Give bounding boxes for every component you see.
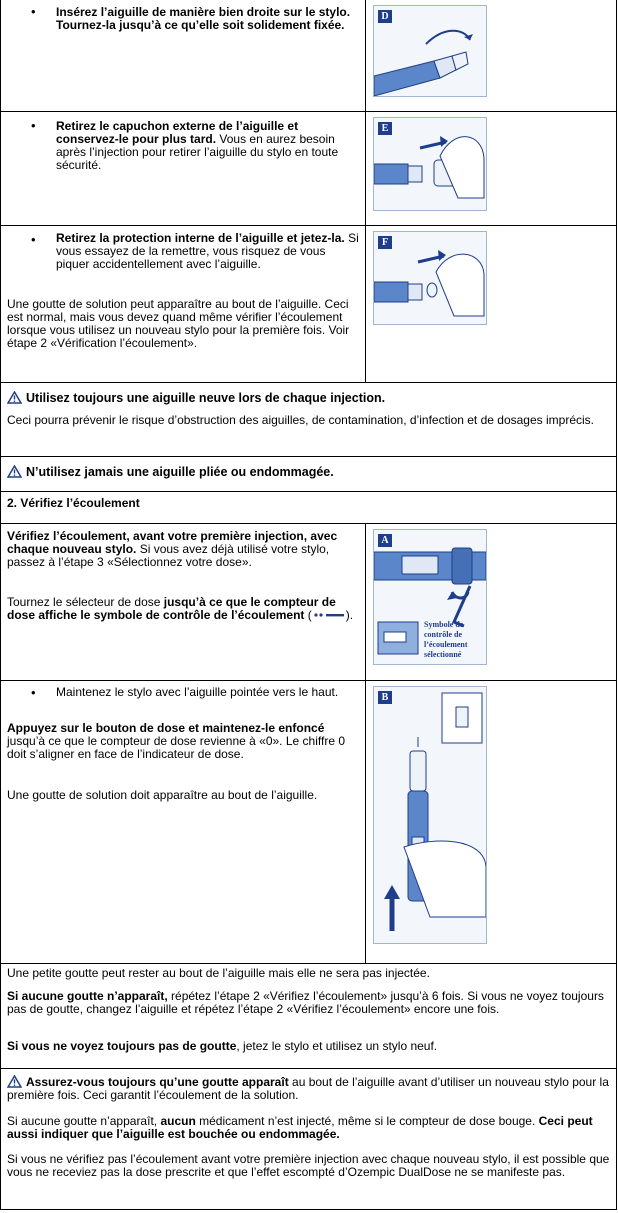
warning-drop-normal: au bout de l’aiguille avant d’utiliser un nouveau stylo pour la première fois. Ceci garantit l’écoulement de la solution. bbox=[7, 1075, 609, 1102]
notes-row bbox=[0, 964, 617, 1069]
warning-icon bbox=[7, 465, 22, 478]
step-2a-row bbox=[0, 524, 617, 681]
notes-p2-bold: Si aucune goutte n’apparaît, bbox=[7, 989, 168, 1003]
step-d-row bbox=[0, 0, 617, 112]
notes-p1: Une petite goutte peut rester au bout de l’aiguille mais elle ne sera pas injectée. bbox=[7, 966, 430, 980]
warning-drop-row bbox=[0, 1069, 617, 1210]
step-2b-figure-cell bbox=[365, 681, 616, 963]
bullet: • bbox=[31, 4, 36, 19]
warning-drop-p2-b: médicament n’est injecté, même si le compteur de dose bouge. bbox=[195, 1114, 539, 1128]
step-e-instruction bbox=[56, 120, 361, 172]
figure-label: B bbox=[378, 691, 392, 704]
step-2b-bullet-text: Maintenez le stylo avec l’aiguille pointée vers le haut. bbox=[56, 685, 339, 699]
step-2a-p2-a: Tournez le sélecteur de dose bbox=[7, 595, 164, 609]
notes-p3-normal: , jetez le stylo et utilisez un stylo neuf. bbox=[236, 1039, 438, 1053]
remove-outer-cap-illustration bbox=[374, 118, 486, 210]
step-2a-p2 bbox=[7, 596, 362, 622]
bullet: • bbox=[31, 232, 36, 247]
warning-bent-needle-row bbox=[0, 457, 617, 492]
figure-label: A bbox=[378, 534, 392, 547]
step-e-figure-cell bbox=[365, 112, 616, 225]
step-f-note: Une goutte de solution peut apparaître au bout de l’aiguille. Ceci est normal, mais vous devez quand même vérifier l’écoulement lorsque vous utilisez un nouveau stylo pour la première fois. Voir étape 2 «Vérification l’écoulement». bbox=[7, 297, 350, 350]
flow-check-symbol-icon bbox=[312, 611, 346, 619]
step-d-instruction: Insérez l’aiguille de manière bien droite sur le stylo. Tournez-la jusqu’à ce qu’elle soit solidement fixée. bbox=[56, 5, 351, 32]
warning-drop-bold: Assurez-vous toujours qu’une goutte apparaît bbox=[26, 1075, 289, 1089]
step-2b-text-cell bbox=[1, 681, 365, 963]
section-2-heading-row bbox=[0, 492, 617, 524]
figure-label: D bbox=[378, 10, 392, 23]
figure-label: F bbox=[378, 236, 392, 249]
warning-drop-p1 bbox=[7, 1075, 612, 1102]
bullet: • bbox=[31, 685, 36, 700]
notes-p2-normal: répétez l’étape 2 «Vérifiez l’écoulement» jusqu’à 6 fois. Si vous ne voyez toujours pas de goutte, changez l’aiguille et répétez l’étape 2 «Vérifiez l’écoulement» encore une fois. bbox=[7, 989, 604, 1016]
step-2a-figure-cell bbox=[365, 524, 616, 680]
step-2a-p1-bold: Vérifiez l’écoulement, avant votre première injection, avec chaque nouveau stylo. bbox=[7, 529, 338, 556]
warning-icon bbox=[7, 391, 22, 404]
step-e-row bbox=[0, 112, 617, 226]
step-f-bold: Retirez la protection interne de l’aiguille et jetez-la. bbox=[56, 231, 345, 245]
figure-a bbox=[373, 529, 487, 665]
warning-icon bbox=[7, 1075, 22, 1088]
figure-f bbox=[373, 231, 487, 325]
step-2b-p2: Une goutte de solution doit apparaître au bout de l’aiguille. bbox=[7, 788, 318, 802]
notes-p3 bbox=[7, 1040, 612, 1053]
step-2a-p1-normal: Si vous avez déjà utilisé votre stylo, passez à l’étape 3 «Sélectionnez votre dose». bbox=[7, 542, 330, 569]
warning-bent-needle-title bbox=[7, 465, 612, 479]
figure-label: E bbox=[378, 122, 392, 135]
warning-drop-p2 bbox=[7, 1115, 612, 1141]
step-2a-p2-open: ( bbox=[304, 608, 312, 622]
warning-text: N’utilisez jamais une aiguille pliée ou endommagée. bbox=[26, 465, 334, 479]
step-e-bold: Retirez le capuchon externe de l’aiguille et conservez-le pour plus tard. bbox=[56, 119, 299, 146]
step-f-instruction bbox=[56, 232, 361, 271]
warning-drop-p2-bold2: Ceci peut aussi indiquer que l’aiguille est bouchée ou endommagée. bbox=[7, 1114, 593, 1141]
step-2a-text-cell bbox=[1, 524, 365, 680]
section-2-heading: 2. Vérifiez l’écoulement bbox=[7, 496, 140, 510]
step-e-normal: Vous en aurez besoin après l’injection pour retirer l’aiguille du stylo en toute sécurité. bbox=[56, 132, 339, 172]
flow-check-callout: Symbole de contrôle de l’écoulement sélectionné bbox=[424, 620, 468, 659]
figure-e bbox=[373, 117, 487, 211]
step-f-figure-cell bbox=[365, 226, 616, 382]
figure-b bbox=[373, 686, 487, 944]
step-2b-p1-normal: jusqu’à ce que le compteur de dose revienne à «0». Le chiffre 0 doit s’aligner en face de l’indicateur de dose. bbox=[7, 734, 346, 761]
step-2a-p2-bold: jusqu’à ce que le compteur de dose affiche le symbole de contrôle de l’écoulement bbox=[7, 595, 336, 622]
remove-inner-shield-illustration bbox=[374, 232, 486, 324]
step-f-row bbox=[0, 226, 617, 383]
warning-drop-p3: Si vous ne vérifiez pas l’écoulement avant votre première injection avec chaque nouveau stylo, il est possible que vous ne receviez pas la dose prescrite et que l’effet escompté d’Ozempic DualDose ne se manifeste pas. bbox=[7, 1152, 610, 1179]
step-2b-p1-bold: Appuyez sur le bouton de dose et maintenez-le enfoncé bbox=[7, 721, 325, 735]
step-f-normal: Si vous essayez de la remettre, vous risquez de vous piquer accidentellement avec l’aiguille. bbox=[56, 231, 359, 271]
step-2b-row bbox=[0, 681, 617, 964]
attach-needle-illustration bbox=[374, 6, 486, 96]
warning-new-needle-title bbox=[7, 391, 612, 405]
warning-new-needle-row bbox=[0, 383, 617, 457]
step-f-text-cell bbox=[1, 226, 365, 382]
notes-p3-bold: Si vous ne voyez toujours pas de goutte bbox=[7, 1039, 237, 1053]
warning-drop-p2-a: Si aucune goutte n’apparaît, bbox=[7, 1114, 161, 1128]
figure-d bbox=[373, 5, 487, 97]
step-2b-p1 bbox=[7, 722, 362, 761]
warning-new-needle-text: Ceci pourra prévenir le risque d’obstruction des aiguilles, de contamination, d’infection et de dosages imprécis. bbox=[7, 413, 594, 427]
notes-p2 bbox=[7, 990, 612, 1016]
step-d-figure-cell bbox=[365, 0, 616, 111]
warning-text: Utilisez toujours une aiguille neuve lors de chaque injection. bbox=[26, 391, 386, 405]
step-e-text-cell bbox=[1, 112, 365, 225]
warning-drop-p2-bold1: aucun bbox=[160, 1114, 196, 1128]
step-2a-p2-close: ). bbox=[345, 608, 354, 622]
prime-pen-illustration bbox=[374, 687, 486, 943]
step-2a-p1 bbox=[7, 530, 362, 569]
bullet: • bbox=[31, 118, 36, 133]
step-d-text-cell bbox=[1, 0, 365, 111]
